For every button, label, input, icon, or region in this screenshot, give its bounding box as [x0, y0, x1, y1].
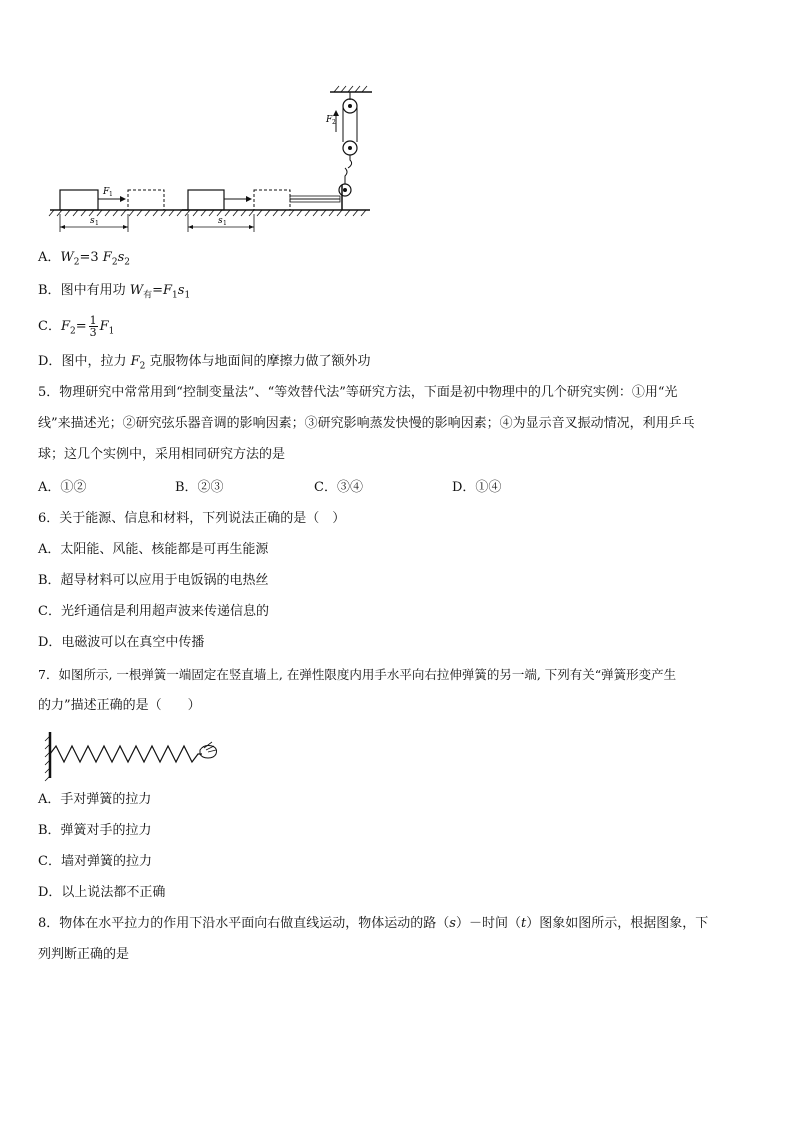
q7-stem-line-1: 7．如图所示, 一根弹簧一端固定在竖直墙上, 在弹性限度内用手水平向右拉伸弹簧的另一端, 下列有关“弹簧形变产生 [38, 667, 677, 682]
q6-option-b: B．超导材料可以应用于电饭锅的电热丝 [38, 573, 269, 588]
var-t: t [520, 916, 527, 931]
figure-spring-svg [42, 728, 222, 783]
figure-block-pulley [40, 80, 380, 240]
subscript: 有 [143, 290, 153, 301]
text: 图中有用功 [60, 283, 130, 298]
option-letter: C． [38, 319, 61, 334]
text: 图中，拉力 [61, 354, 131, 369]
label-f1: F [103, 187, 110, 197]
q5-option-d: D．①④ [452, 480, 502, 495]
subscript: 2 [139, 361, 146, 372]
q7-option-d: D．以上说法都不正确 [38, 885, 166, 900]
q4-option-c [38, 315, 114, 344]
q7-option-b: B．弹簧对手的拉力 [38, 823, 152, 838]
q7-option-c: C．墙对弹簧的拉力 [38, 854, 152, 869]
var-f: F [102, 250, 112, 265]
fraction-numerator: 1 [89, 314, 97, 327]
q4-option-a [38, 249, 130, 272]
var-s: s [117, 250, 125, 265]
fraction-denominator: 3 [89, 326, 97, 339]
q5-stem-line-2: 线”来描述光；②研究弦乐器音调的影响因素；③研究影响蒸发快慢的影响因素；④为显示音叉振动情况，利用乒乓 [38, 416, 695, 431]
q6-option-c: C．光纤通信是利用超声波来传递信息的 [38, 604, 269, 619]
text: = [152, 283, 163, 298]
text: 8．物体在水平拉力的作用下沿水平面向右做直线运动，物体运动的路（ [38, 916, 450, 931]
q8-stem-line-2: 列判断正确的是 [38, 947, 130, 962]
text: =3 [79, 250, 103, 265]
figure-spring [42, 728, 222, 783]
var-f: F [60, 319, 70, 334]
text: 克服物体与地面间的摩擦力做了额外功 [145, 354, 371, 369]
var-f: F [163, 283, 173, 298]
text: ）－时间（ [455, 916, 521, 931]
label-s1-right-sub: 1 [223, 220, 227, 227]
subscript: 2 [69, 326, 76, 337]
label-s1-left-sub: 1 [95, 220, 99, 227]
q4-option-d [38, 353, 370, 376]
q7-stem-line-2: 的力”描述正确的是（ ） [38, 698, 201, 713]
label-f2-sub: 2 [332, 119, 336, 126]
q5-option-c: C．③④ [314, 480, 363, 495]
var-w: W [60, 250, 74, 265]
q8-stem-line-1 [38, 915, 708, 933]
var-s: s [177, 283, 185, 298]
fraction [89, 315, 98, 338]
subscript: 2 [124, 257, 130, 268]
q5-stem-line-3: 球；这几个实例中，采用相同研究方法的是 [38, 447, 286, 462]
option-letter: A． [38, 250, 61, 265]
option-letter: B． [38, 283, 61, 298]
q6-stem: 6．关于能源、信息和材料，下列说法正确的是（ ） [38, 511, 346, 526]
q6-option-d: D．电磁波可以在真空中传播 [38, 635, 205, 650]
label-f1-sub: 1 [109, 191, 113, 198]
text: ）图象如图所示，根据图象，下 [526, 916, 709, 931]
subscript: 2 [73, 257, 80, 268]
var-s: s [449, 916, 456, 931]
q4-option-b [38, 282, 190, 305]
label-s1-left: s [90, 216, 95, 226]
q6-option-a: A．太阳能、风能、核能都是可再生能源 [38, 542, 269, 557]
label-f2: F [326, 115, 333, 125]
option-letter: D． [38, 354, 62, 369]
q5-options [38, 479, 501, 497]
subscript: 1 [108, 326, 115, 337]
var-w: W [129, 283, 144, 298]
subscript: 1 [184, 290, 191, 301]
subscript: 2 [111, 257, 118, 268]
var-f: F [99, 319, 109, 334]
text: = [75, 319, 87, 334]
figure-block-pulley-svg [40, 80, 380, 240]
subscript: 1 [172, 290, 178, 301]
q5-stem-line-1: 5．物理研究中常常用到“控制变量法”、“等效替代法”等研究方法，下面是初中物理中的几个研究实例：①用“光 [38, 385, 678, 400]
q7-option-a: A．手对弹簧的拉力 [38, 792, 152, 807]
q5-option-a: A．①② [38, 480, 87, 495]
q5-option-b: B．②③ [175, 480, 224, 495]
var-f: F [130, 354, 140, 369]
label-s1-right: s [218, 216, 223, 226]
